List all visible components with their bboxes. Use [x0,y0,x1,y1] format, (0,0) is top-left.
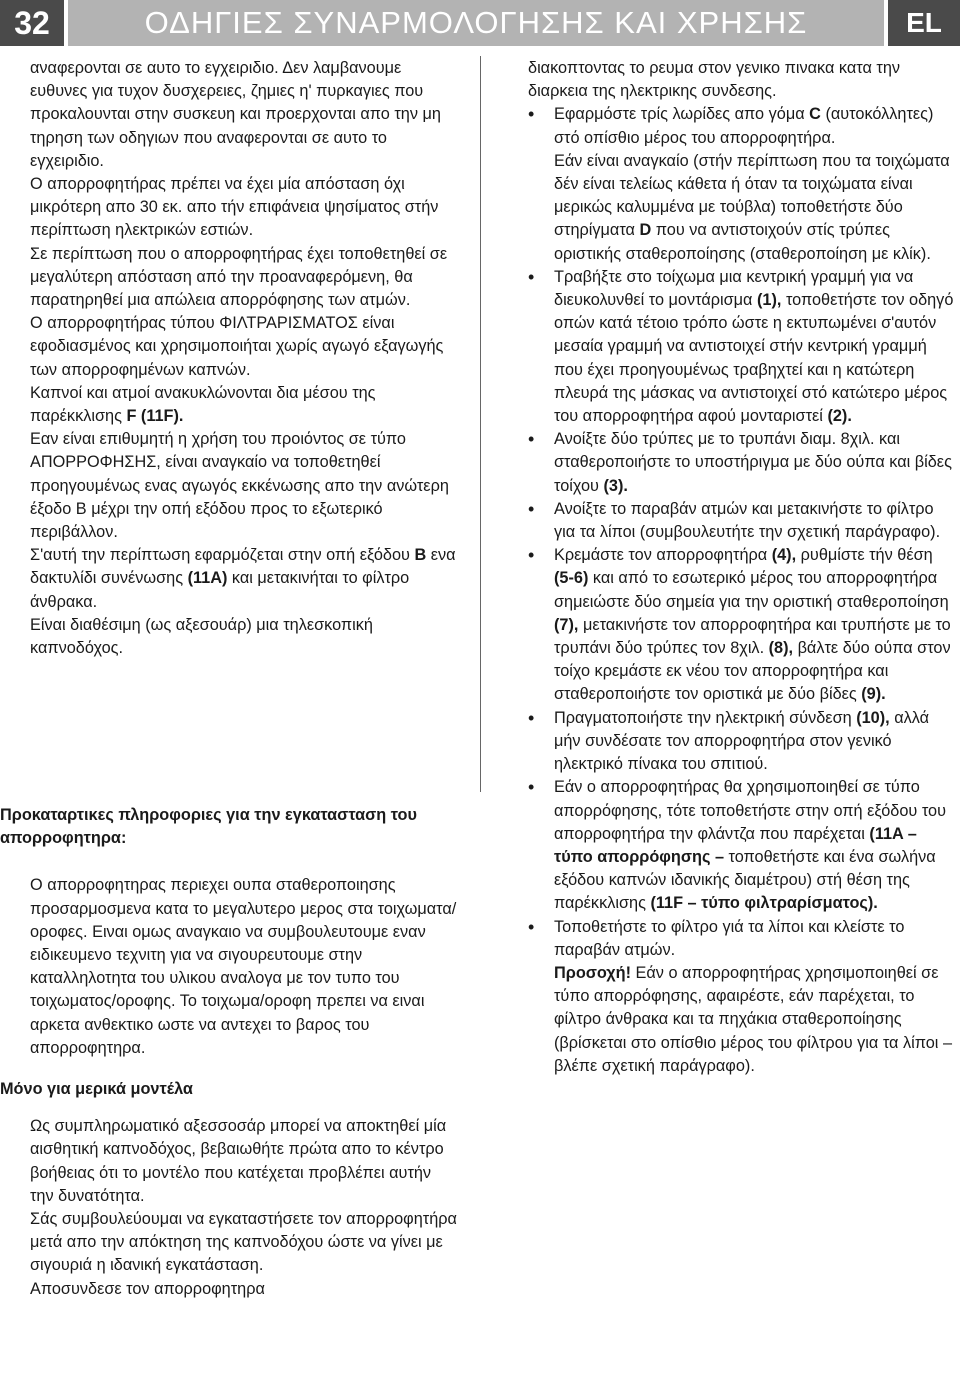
page-number: 32 [0,0,64,46]
list-item: • Εφαρμόστε τρίς λωρίδες απο γόμα C (αυτοκόλλητες) στό οπίσθιο μέρος του απορροφητήρα. [528,103,956,149]
paragraph: Αποσυνδεσε τον απορροφητηρα [30,1279,265,1298]
paragraph: Εαν είναι επιθυμητή η χρήση του προιόντος σε τύπο ΑΠΟΡΡΟΦΗΣΗΣ, είναι αναγκαίο να τοποθετηθεί προηγουμένως ενας αγωγός εκκένωσης απο την ανώτερη έξοδο Β μέχρι την οπή εξόδου προς το εξωτερικό περιβάλλον. [30,430,449,542]
instruction-list [528,103,956,1078]
page-header [0,0,960,50]
language-badge: EL [888,0,960,46]
list-item: Εάν είναι αναγκαίο (στήν περίπτωση που τα τοιχώματα δέν είναι τελείως κάθετα ή όταν τα τοιχώματα είναι μερικώς καλυμμένα με τούβλα) τοποθετήστε δύο στηρίγματα D που να αντιστοιχούν στίς τρύπες οριστικής σταθεροποίησης (σταθεροποίηση με κλίκ). [554,151,950,263]
paragraph: διακοπτοντας το ρευμα στον γενικο πινακα κατα την διαρκεια της ηλεκτρικης συνδεσης. [528,59,901,101]
list-item: • Πραγματοποιήστε την ηλεκτρική σύνδεση (10), αλλά μήν συνδέσατε τον απορροφητήρα στον γενικό ηλεκτρικό πίνακα του σπιτιού. [528,707,956,777]
list-item: • Τοποθετήστε το φίλτρο γιά τα λίποι και κλείστε το παραβάν ατμών. [528,916,956,962]
column-divider [480,56,481,792]
warning-note: Προσοχή! Εάν ο απορροφητήρας χρησιμοποιηθεί σε τύπο απορρόφησης, αφαιρέστε, εάν παρέχεται, το φίλτρο άνθρακα και τα πηχάκια σταθεροποίησης (βρίσκεται στο οπίσθιο μέρος του φίλτρου για τα λίποι – βλέπε σχετική παράγραφο). [554,963,953,1075]
paragraph: Ο απορροφητήρας πρέπει να έχει μία απόσταση όχι μικρότερη απο 30 εκ. απο τήν επιφάνεια ψησίματος στήν περίπτωση ηλεκτρικών εστιών. [30,175,439,240]
left-column-bottom [0,804,458,1301]
section-heading: Προκαταρτικες πληροφοριες για την εγκατασταση του απορροφητηρα: [0,806,417,848]
left-column-top [30,57,458,660]
right-column [528,57,956,1078]
paragraph: Καπνοί και ατμοί ανακυκλώνονται δια μέσου της παρέκκλισης F (11F). [30,383,376,426]
list-item: • Τραβήξτε στο τοίχωμα μια κεντρική γραμμή για να διευκολυνθεί το μοντάρισμα (1), τοποθετήστε τον οδηγό οπών κατά τέτοιο τρόπο ώστε η εκτυπωμένει σ'αυτόν μεσαία γραμμή να αντιστοιχεί στήν κεντρική γραμμή που έχει προηγουμένως τραβηχτεί και η κατώτερη πλευρά της μάσκας να αντιστοιχεί στό κατώτερο μέρος του απορροφητήρα αφού μονταριστεί (2). [528,266,956,428]
paragraph: Σε περίπτωση που ο απορροφητήρας έχει τοποθετηθεί σε μεγαλύτερη απόσταση από την προαναφερόμενη, θα παρατηρηθεί μια απώλεια απορρόφησης των ατμών. [30,244,448,310]
paragraph: Ο απορροφητήρας τύπου ΦΙΛΤΡΑΡΙΣΜΑΤΟΣ είναι εφοδιασμένος και χρησιμοποιήται χωρίς αγωγό εξαγωγής των απορροφημένων καπνών. [30,314,444,379]
list-item: • Κρεμάστε τον απορροφητήρα (4), ρυθμίστε τήν θέση (5-6) και από το εσωτερικό μέρος του απορροφητήρα σημειώστε δύο σημεία για την οριστική σταθεροποίηση (7), μετακινήστε τον απορροφητήρα και τρυπήστε με το τρυπάνι δύο τρύπες τον 8χιλ. (8), βάλτε δύο ούπα στον τοίχο κρεμάστε εκ νέου τον απορροφητήρα και σταθεροποιήστε τον οριστικά με δύο βίδες (9). [528,544,956,706]
section-heading: Μόνο για μερικά μοντέλα [0,1080,193,1099]
paragraph: Είναι διαθέσιμη (ως αξεσουάρ) μια τηλεσκοπική καπνοδόχος. [30,615,373,658]
paragraph: Σ'αυτή την περίπτωση εφαρμόζεται στην οπή εξόδου B ενα δακτυλίδι συνένωσης (11A) και μετακινήται το φίλτρο άνθρακα. [30,546,456,611]
paragraph: Ο απορροφητηρας περιεχει ουπα σταθεροποιησης προσαρμοσμενα κατα το μεγαλυτερο μερος στα τοιχωματα/οροφες. Ειναι ομως αναγκαιο να συμβουλευτουμε εναν ειδικευμενο τεχνιτη για να σιγουρευτουμε στην καταλληλοτητα του υλικου αναλογα με τον τυπο του τοιχωματος/οροφης. Το τοιχωμα/οροφη πρεπει να ειναι αρκετα ανθεκτικο ωστε να αντεχει το βαρος του απορροφητηρα. [30,876,457,1057]
list-item: • Εάν ο απορροφητήρας θα χρησιμοποιηθεί σε τύπο απορρόφησης, τότε τοποθετήστε στην οπή εξόδου του απορροφητήρα την φλάντζα που παρέχεται (11A – τύπο απορρόφησης – τοποθετήστε και ένα σωλήνα εξόδου καπνών ιδανικής διαμέτρου) στή θέση της παρέκκλισης (11F – τύπο φιλτραρίσματος). [528,776,956,915]
list-item: • Ανοίξτε δύο τρύπες με το τρυπάνι διαμ. 8χιλ. και σταθεροποιήστε το υποστήριγμα με δύο ούπα και βίδες τοίχου (3). [528,428,956,498]
paragraph: Σάς συμβουλεύουμαι να εγκαταστήσετε τον απορροφητήρα μετά απο την απόκτηση της καπνοδόχου ώστε να γίνει με σιγουριά η ιδανική εγκατάσταση. [30,1210,457,1275]
page-title: ΟΔΗΓΙΕΣ ΣΥΝΑΡΜΟΛΟΓΗΣΗΣ ΚΑΙ ΧΡΗΣΗΣ [68,0,884,46]
paragraph: αναφερονται σε αυτο το εγχειριδιο. Δεν λαμβανουμε ευθυνες για τυχον δυσχερειες, ζημιες η' πυρκαγιες που προκαλουνται στην συσκευη και προερχονται απο την μη τηρηση των οδηγιων που αναφερονται σε αυτο το εγχειριδιο. [30,59,441,170]
paragraph: Ως συμπληρωματικό αξεσσοσάρ μπορεί να αποκτηθεί μία αισθητική καπνοδόχος, βεβαιωθήτε πρώτα απο το κέντρο βοήθειας ότι το μοντέλο που κατέχεται προβλέπει αυτήν την δυνατότητα. [30,1117,447,1205]
list-item: • Ανοίξτε το παραβάν ατμών και μετακινήστε το φίλτρο για τα λίποι (συμβουλευτήτε την σχετική παράγραφο). [528,498,956,544]
